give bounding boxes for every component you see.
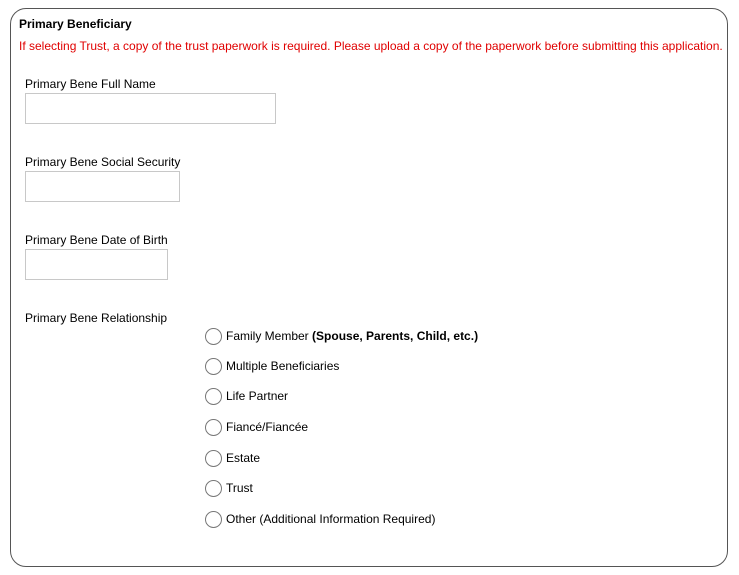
relationship-label: Primary Bene Relationship bbox=[25, 311, 168, 325]
dob-label: Primary Bene Date of Birth bbox=[25, 233, 168, 247]
radio-option-label: Trust bbox=[226, 481, 253, 495]
dob-input[interactable] bbox=[25, 249, 168, 280]
ssn-label: Primary Bene Social Security bbox=[25, 155, 181, 169]
radio-option-label: Estate bbox=[226, 451, 261, 465]
primary-beneficiary-panel bbox=[10, 8, 728, 567]
full-name-input[interactable] bbox=[25, 93, 276, 124]
radio-option-trust[interactable] bbox=[205, 478, 253, 498]
ssn-input[interactable] bbox=[25, 171, 180, 202]
section-title: Primary Beneficiary bbox=[19, 17, 132, 31]
radio-button[interactable] bbox=[205, 419, 222, 436]
radio-option-label: Other (Additional Information Required) bbox=[226, 512, 436, 526]
radio-option-fiance[interactable] bbox=[205, 417, 308, 437]
radio-option-label: Family Member bbox=[226, 329, 309, 343]
radio-option-label: Fiancé/Fiancée bbox=[226, 420, 309, 434]
radio-button[interactable] bbox=[205, 450, 222, 467]
trust-notice: If selecting Trust, a copy of the trust paperwork is required. Please upload a copy of the paperwork before submitting this application. bbox=[19, 39, 723, 53]
full-name-label: Primary Bene Full Name bbox=[25, 77, 156, 91]
radio-option-label: Multiple Beneficiaries bbox=[226, 359, 340, 373]
radio-option-other[interactable] bbox=[205, 509, 435, 529]
radio-option-multiple-beneficiaries[interactable] bbox=[205, 356, 339, 376]
radio-option-estate[interactable] bbox=[205, 448, 260, 468]
radio-button[interactable] bbox=[205, 358, 222, 375]
radio-option-label: Life Partner bbox=[226, 389, 289, 403]
radio-option-note: (Spouse, Parents, Child, etc.) bbox=[312, 329, 479, 343]
radio-button[interactable] bbox=[205, 480, 222, 497]
radio-button[interactable] bbox=[205, 328, 222, 345]
radio-option-family-member[interactable] bbox=[205, 326, 478, 346]
radio-option-life-partner[interactable] bbox=[205, 386, 288, 406]
radio-button[interactable] bbox=[205, 511, 222, 528]
radio-button[interactable] bbox=[205, 388, 222, 405]
